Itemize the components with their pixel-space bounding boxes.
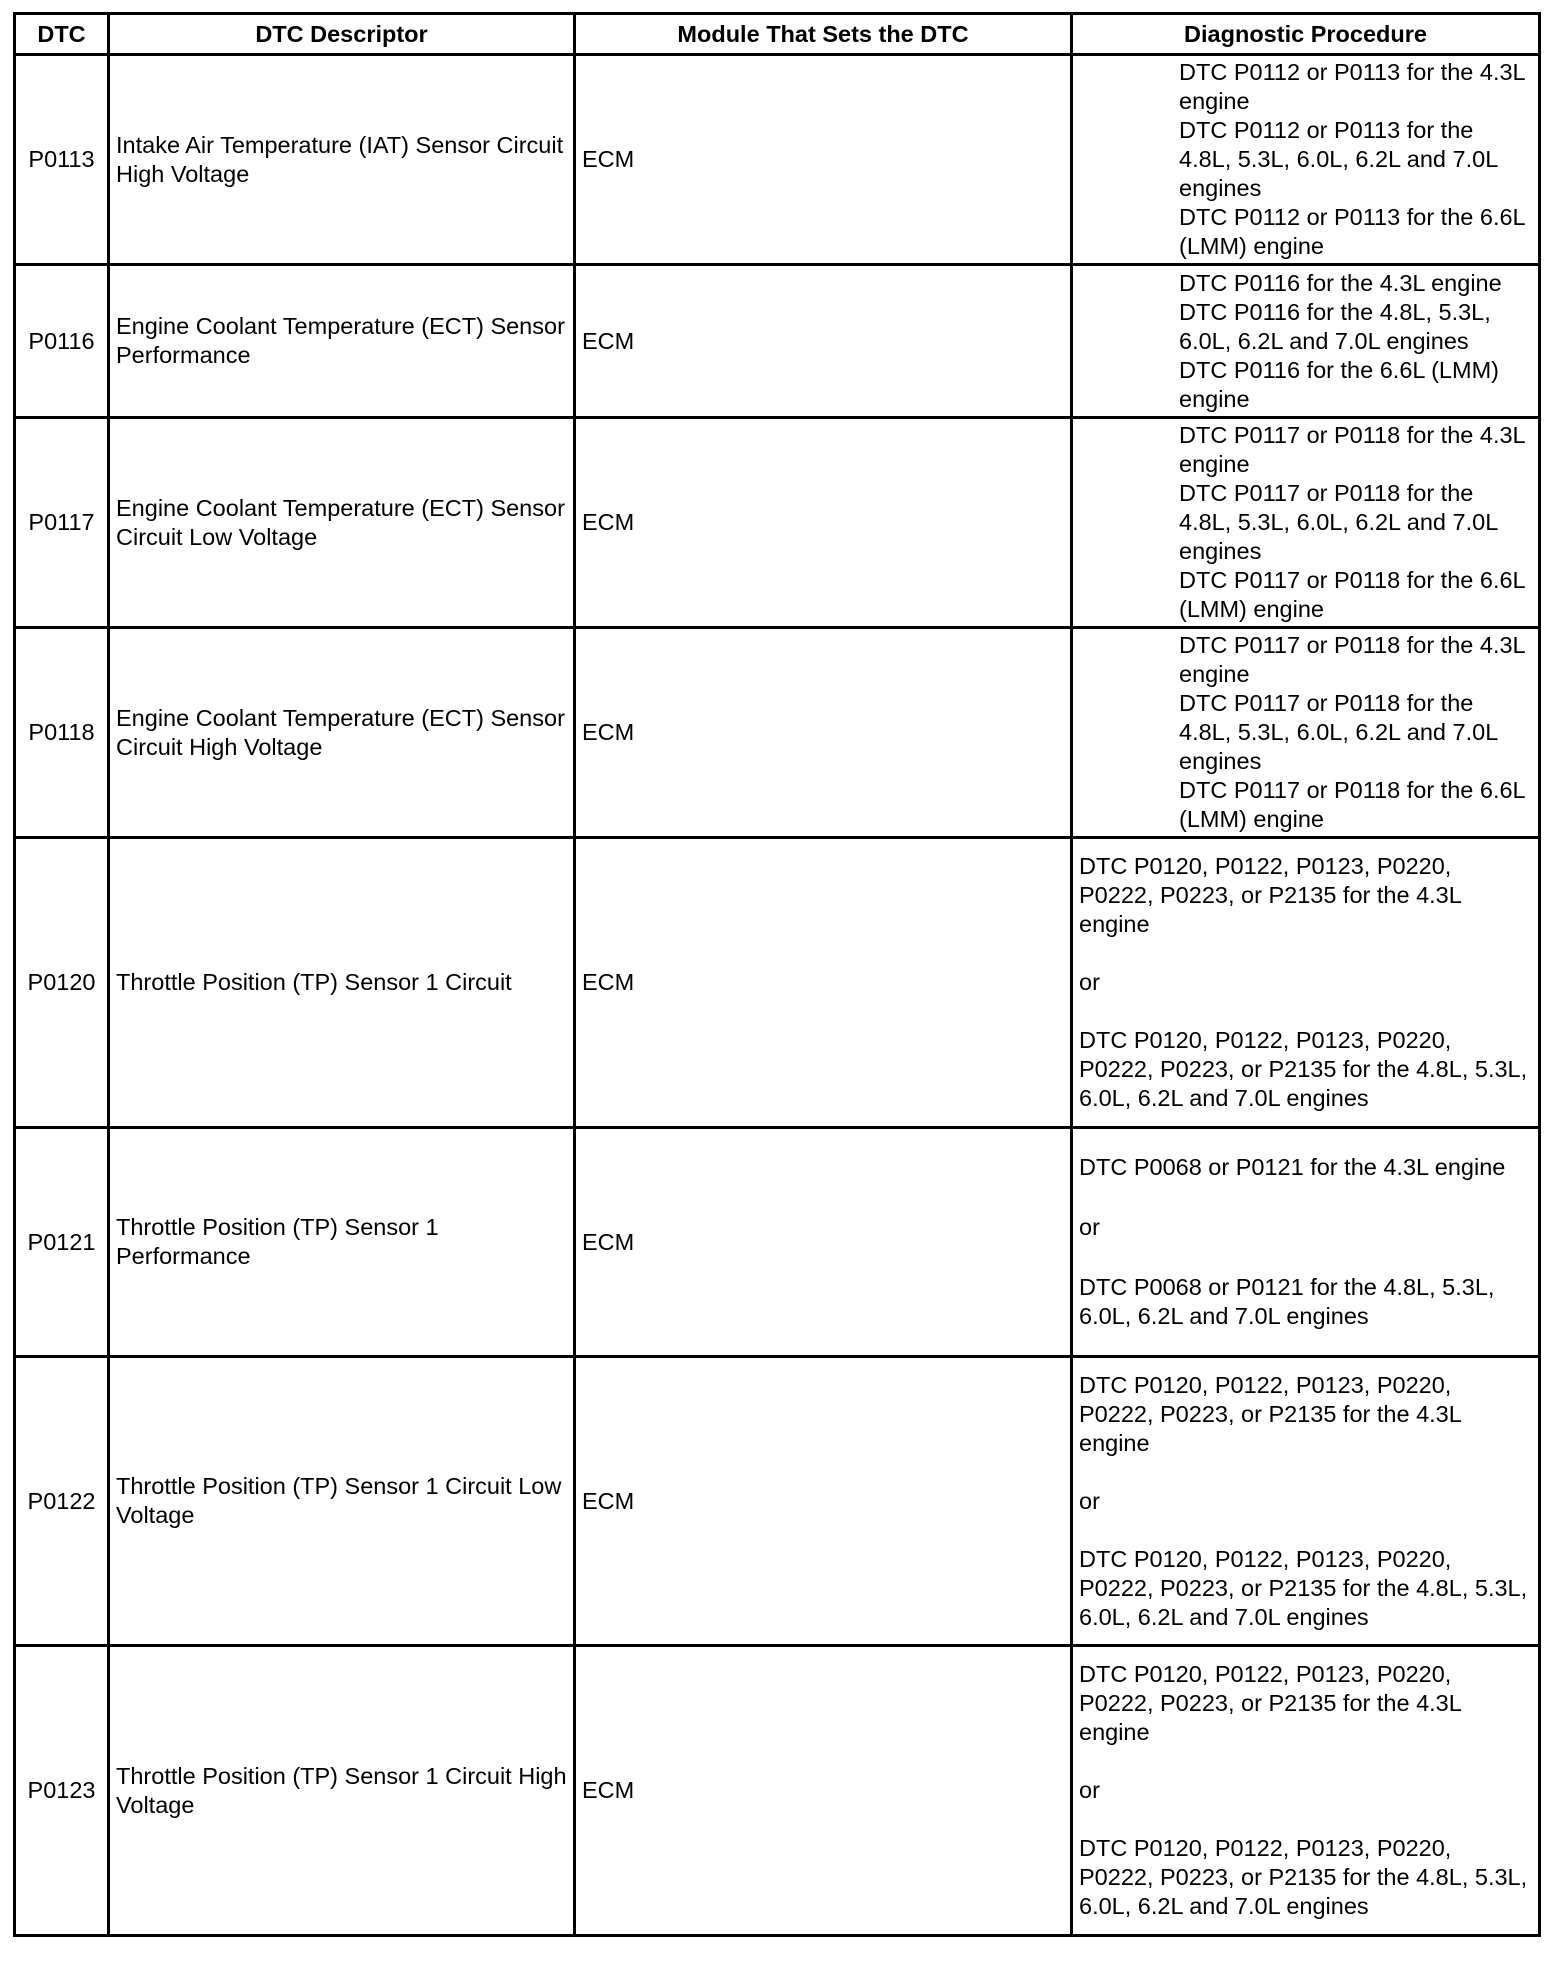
procedure-link[interactable]: DTC P0068 or P0121 for the 4.8L, 5.3L, 6.0L, 6.2L and 7.0L engines (1079, 1274, 1495, 1329)
dtc-descriptor: Throttle Position (TP) Sensor 1 Circuit Low Voltage (109, 1357, 575, 1646)
dtc-descriptor: Throttle Position (TP) Sensor 1 Circuit High Voltage (109, 1646, 575, 1936)
header-row (15, 14, 1540, 55)
procedure-link[interactable]: DTC P0120, P0122, P0123, P0220, P0222, P0223, or P2135 for the 4.8L, 5.3L, 6.0L, 6.2L and 7.0L engines (1079, 1545, 1528, 1630)
diagnostic-procedure (1072, 1646, 1540, 1936)
dtc-module: ECM (575, 838, 1072, 1128)
diagnostic-procedure (1072, 1128, 1540, 1357)
procedure-link[interactable]: DTC P0112 or P0113 for the 4.3L engine (1179, 59, 1525, 114)
table-row (15, 55, 1540, 265)
dtc-code: P0117 (15, 418, 109, 628)
table-row (15, 1357, 1540, 1646)
header-procedure: Diagnostic Procedure (1072, 14, 1540, 55)
dtc-code: P0116 (15, 265, 109, 418)
table-body (15, 55, 1540, 1936)
dtc-descriptor: Throttle Position (TP) Sensor 1 Performance (109, 1128, 575, 1357)
dtc-descriptor: Engine Coolant Temperature (ECT) Sensor Circuit High Voltage (109, 628, 575, 838)
dtc-module: ECM (575, 1646, 1072, 1936)
procedure-link[interactable]: DTC P0117 or P0118 for the 4.3L engine (1179, 422, 1525, 477)
procedure-link[interactable]: DTC P0117 or P0118 for the 4.8L, 5.3L, 6.0L, 6.2L and 7.0L engines (1179, 690, 1498, 774)
dtc-descriptor: Intake Air Temperature (IAT) Sensor Circuit High Voltage (109, 55, 575, 265)
dtc-module: ECM (575, 1128, 1072, 1357)
procedure-link[interactable]: DTC P0120, P0122, P0123, P0220, P0222, P0223, or P2135 for the 4.8L, 5.3L, 6.0L, 6.2L and 7.0L engines (1079, 1027, 1528, 1111)
table-row (15, 1646, 1540, 1936)
dtc-module: ECM (575, 265, 1072, 418)
procedure-link[interactable]: DTC P0068 or P0121 for the 4.3L engine (1079, 1154, 1506, 1180)
dtc-descriptor: Engine Coolant Temperature (ECT) Sensor Circuit Low Voltage (109, 418, 575, 628)
procedure-link[interactable]: DTC P0117 or P0118 for the 4.3L engine (1179, 632, 1525, 687)
dtc-module: ECM (575, 55, 1072, 265)
dtc-module: ECM (575, 1357, 1072, 1646)
diagnostic-procedure (1072, 55, 1540, 265)
or-separator: or (1079, 1777, 1100, 1803)
procedure-link[interactable]: DTC P0112 or P0113 for the 6.6L (LMM) engine (1179, 204, 1525, 259)
diagnostic-procedure (1072, 1357, 1540, 1646)
dtc-code: P0123 (15, 1646, 109, 1936)
or-separator: or (1079, 1487, 1100, 1514)
dtc-module: ECM (575, 418, 1072, 628)
or-separator: or (1079, 1214, 1100, 1240)
diagnostic-procedure (1072, 628, 1540, 838)
procedure-link[interactable]: DTC P0116 for the 4.3L engine (1179, 269, 1502, 296)
procedure-link[interactable]: DTC P0117 or P0118 for the 6.6L (LMM) engine (1179, 777, 1525, 832)
or-separator: or (1079, 969, 1100, 995)
dtc-table (13, 12, 1541, 1937)
dtc-descriptor: Throttle Position (TP) Sensor 1 Circuit (109, 838, 575, 1128)
procedure-link[interactable]: DTC P0120, P0122, P0123, P0220, P0222, P0223, or P2135 for the 4.8L, 5.3L, 6.0L, 6.2L and 7.0L engines (1079, 1835, 1528, 1919)
diagnostic-procedure (1072, 265, 1540, 418)
procedure-link[interactable]: DTC P0117 or P0118 for the 4.8L, 5.3L, 6.0L, 6.2L and 7.0L engines (1179, 480, 1498, 564)
procedure-link[interactable]: DTC P0116 for the 4.8L, 5.3L, 6.0L, 6.2L and 7.0L engines (1179, 298, 1491, 354)
table-row (15, 838, 1540, 1128)
dtc-code: P0122 (15, 1357, 109, 1646)
dtc-code: P0113 (15, 55, 109, 265)
procedure-link[interactable]: DTC P0120, P0122, P0123, P0220, P0222, P0223, or P2135 for the 4.3L engine (1079, 1661, 1461, 1745)
header-module: Module That Sets the DTC (575, 14, 1072, 55)
procedure-link[interactable]: DTC P0120, P0122, P0123, P0220, P0222, P0223, or P2135 for the 4.3L engine (1079, 1371, 1461, 1456)
table-header (15, 14, 1540, 55)
diagnostic-procedure (1072, 838, 1540, 1128)
header-dtc: DTC (15, 14, 109, 55)
procedure-link[interactable]: DTC P0112 or P0113 for the 4.8L, 5.3L, 6.0L, 6.2L and 7.0L engines (1179, 117, 1498, 201)
table-row (15, 1128, 1540, 1357)
dtc-code: P0121 (15, 1128, 109, 1357)
diagnostic-procedure (1072, 418, 1540, 628)
table-row (15, 418, 1540, 628)
dtc-module: ECM (575, 628, 1072, 838)
procedure-link[interactable]: DTC P0120, P0122, P0123, P0220, P0222, P0223, or P2135 for the 4.3L engine (1079, 853, 1461, 937)
dtc-code: P0118 (15, 628, 109, 838)
dtc-code: P0120 (15, 838, 109, 1128)
table-row (15, 628, 1540, 838)
procedure-link[interactable]: DTC P0117 or P0118 for the 6.6L (LMM) engine (1179, 567, 1525, 622)
procedure-link[interactable]: DTC P0116 for the 6.6L (LMM) engine (1179, 356, 1499, 412)
dtc-descriptor: Engine Coolant Temperature (ECT) Sensor Performance (109, 265, 575, 418)
header-descriptor: DTC Descriptor (109, 14, 575, 55)
table-row (15, 265, 1540, 418)
